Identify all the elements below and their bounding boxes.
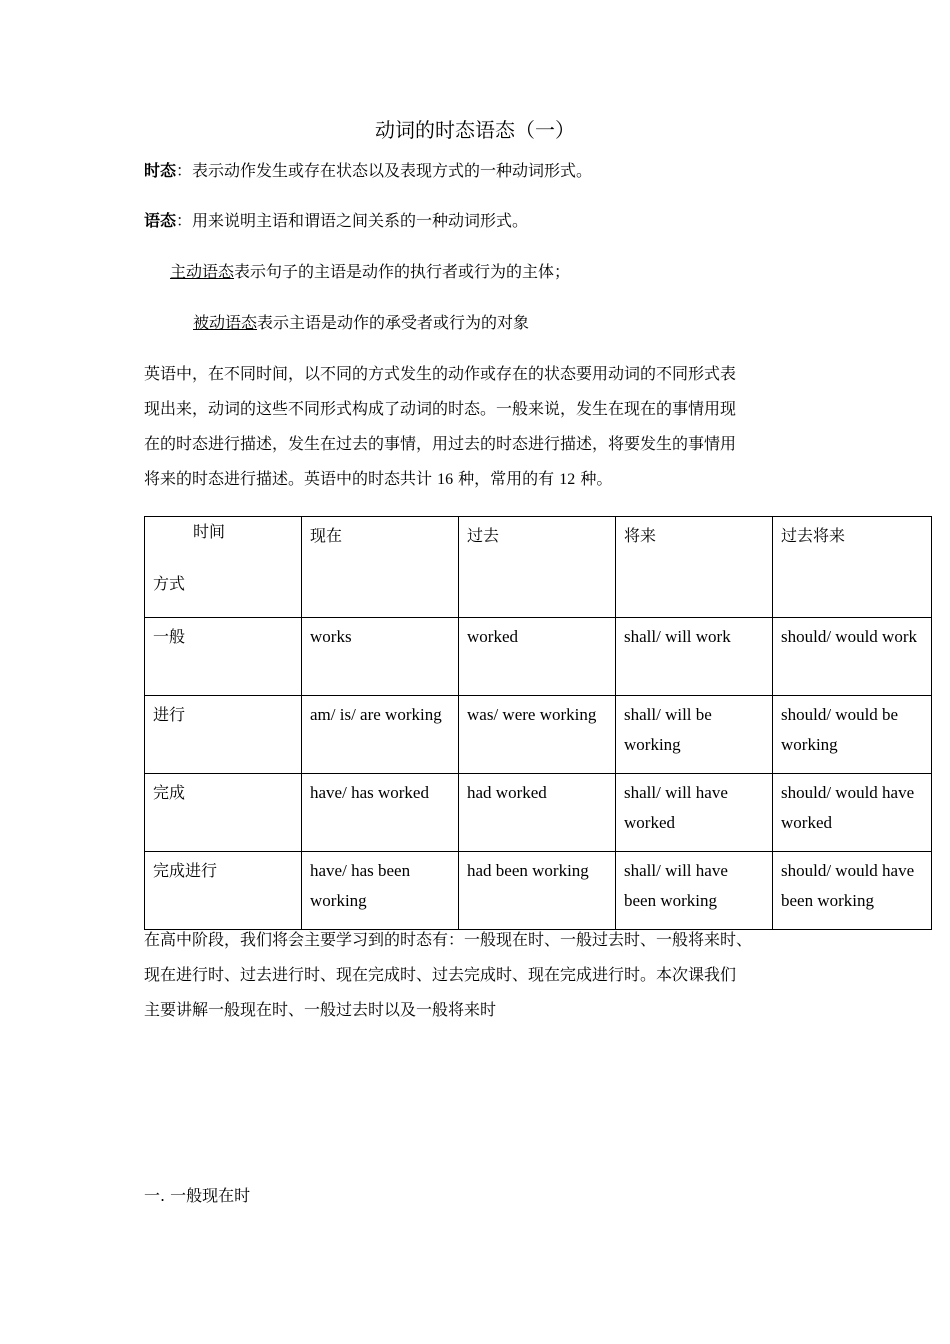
tense-term: 时态 [144,161,177,180]
summary-line-1: 在高中阶段，我们将会主要学习到的时态有：一般现在时、一般过去时、一般将来时、 [144,930,753,949]
column-header: 过去将来 [773,517,932,618]
section-heading: 一. 一般现在时 [144,1186,251,1205]
active-voice-text: 表示句子的主语是动作的执行者或行为的主体； [234,262,571,281]
table-cell: was/ were working [459,696,616,774]
voice-term: 语态 [144,211,177,230]
row-label: 完成 [145,774,302,852]
passive-voice-definition [193,311,529,335]
tense-sep: ： [176,161,193,180]
table-header-row [145,517,932,618]
table-cell: works [302,618,459,696]
intro-line-4-a: 将来的时态进行描述。英语中的时态共计 [144,469,438,488]
table-cell: shall/ will be working [616,696,773,774]
corner-label-mode: 方式 [153,574,186,593]
tense-definition [144,159,592,183]
table-row [145,696,932,774]
tense-text: 表示动作发生或存在状态以及表现方式的一种动词形式。 [192,161,593,180]
table-cell: have/ has worked [302,774,459,852]
column-header: 现在 [302,517,459,618]
voice-definition [144,209,528,233]
corner-label-time: 时间 [193,522,226,541]
intro-line-4-c: 种。 [575,469,613,488]
active-voice-term: 主动语态 [170,262,235,281]
table-cell: should/ would work [773,618,932,696]
table-cell: shall/ will have been working [616,852,773,930]
active-voice-definition [170,260,570,284]
table-cell: have/ has been working [302,852,459,930]
table-cell: should/ would have worked [773,774,932,852]
tense-common-count: 12 [559,471,576,488]
table-cell: should/ would be working [773,696,932,774]
document-title: 动词的时态语态（一） [375,118,575,142]
intro-line-4 [144,461,804,497]
intro-line-2: 现出来，动词的这些不同形式构成了动词的时态。一般来说，发生在现在的事情用现 [144,399,737,418]
summary-line-2: 现在进行时、过去进行时、现在完成时、过去完成时、现在完成进行时。本次课我们 [144,965,737,984]
table-cell: worked [459,618,616,696]
intro-paragraph [144,356,804,497]
table-row [145,774,932,852]
row-label: 进行 [145,696,302,774]
intro-line-3: 在的时态进行描述，发生在过去的事情，用过去的时态进行描述，将要发生的事情用 [144,434,737,453]
table-cell: had been working [459,852,616,930]
intro-line-4-b: 种，常用的有 [453,469,560,488]
table-cell: shall/ will work [616,618,773,696]
tense-table [144,516,932,930]
voice-sep: ： [176,211,193,230]
table-cell: should/ would have been working [773,852,932,930]
table-cell: had worked [459,774,616,852]
summary-line-3: 主要讲解一般现在时、一般过去时以及一般将来时 [144,1000,497,1019]
table-cell: shall/ will have worked [616,774,773,852]
table-row [145,852,932,930]
voice-text: 用来说明主语和谓语之间关系的一种动词形式。 [192,211,529,230]
tense-total-count: 16 [437,471,454,488]
table-row [145,618,932,696]
table-cell: am/ is/ are working [302,696,459,774]
column-header: 将来 [616,517,773,618]
passive-voice-term: 被动语态 [193,313,258,332]
summary-paragraph [144,922,824,1027]
column-header: 过去 [459,517,616,618]
row-label: 完成进行 [145,852,302,930]
table-corner-cell [145,517,302,618]
passive-voice-text: 表示主语是动作的承受者或行为的对象 [257,313,530,332]
intro-line-1: 英语中，在不同时间，以不同的方式发生的动作或存在的状态要用动词的不同形式表 [144,364,737,383]
row-label: 一般 [145,618,302,696]
